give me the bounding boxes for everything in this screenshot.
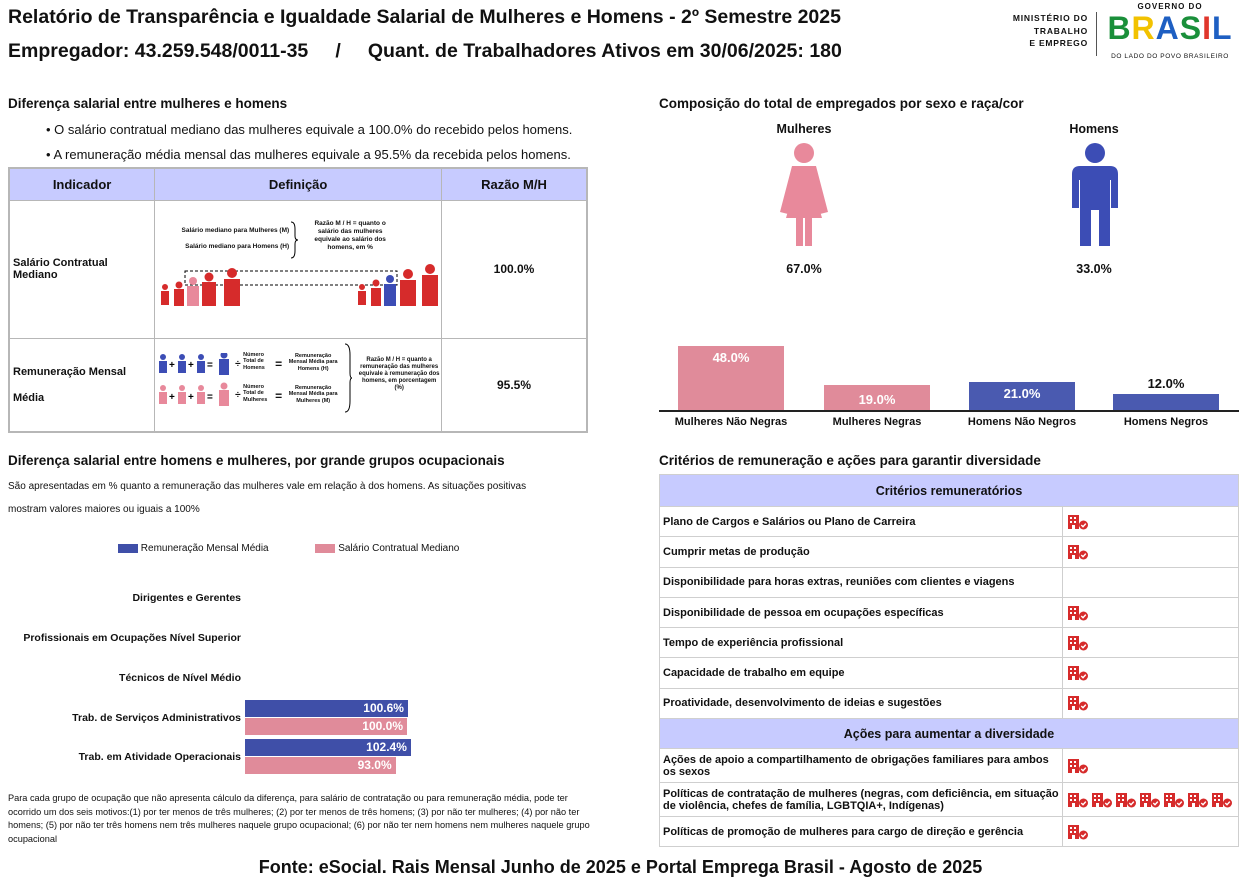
definition-diagram-average: + + = + + = ÷ Número Total de Homens = Remuneração Mensal Média para Homens (H) ÷ Número Total de Mulheres = Remuneração Mensal Média para Mulheres (M) Razão M / H = quanto a remuneração das mulheres equivale à remuneração dos homens, em porcentagem (%) — [155, 338, 442, 432]
building-check-icon — [1211, 792, 1234, 808]
criteria-row — [660, 658, 1239, 688]
legend-swatch-salary — [315, 544, 335, 553]
criteria-label: Plano de Cargos e Salários ou Plano de Carreira — [660, 507, 1063, 537]
actions-header: Ações para aumentar a diversidade — [660, 719, 1239, 749]
composition-bar — [1113, 394, 1219, 410]
indicator-table-header — [9, 168, 587, 200]
svg-text:=: = — [207, 359, 213, 371]
criteria-icons — [1063, 817, 1239, 847]
composition-category-label: Mulheres Não Negras — [674, 416, 788, 428]
composition-category-label: Mulheres Negras — [832, 416, 922, 428]
building-check-icon — [1067, 665, 1090, 681]
occupation-bar: 102.4% — [245, 739, 411, 756]
man-icon — [1070, 142, 1120, 248]
footer-source: Fonte: eSocial. Rais Mensal Junho de 2025 e Portal Emprega Brasil - Agosto de 2025 — [258, 857, 983, 877]
criteria-row — [660, 567, 1239, 597]
ministry-logo: MINISTÉRIO DO TRABALHO E EMPREGO — [1012, 13, 1088, 48]
criteria-label: Capacidade de trabalho em equipe — [660, 658, 1063, 688]
men-pct: 33.0% — [1076, 262, 1112, 276]
bullet-contract: • O salário contratual mediano das mulheres equivale a 100.0% do recebido pelos homens. — [46, 122, 573, 137]
occupation-tick-label: Trab. de Serviços Administrativos — [72, 712, 241, 724]
indicator-table — [8, 167, 588, 433]
composition-category-label: Homens Não Negros — [967, 416, 1077, 428]
occupational-note: Para cada grupo de ocupação que não apresenta cálculo da diferença, para salário de contratação ou para remuneração média, pode ter ocorrido um dos seis motivos:(1) por ter menos de três mulheres; (2) por ter menos de três homens; (3) por não ter mulheres; (4) por não ter homens; (5) por não ter três homens nem três mulheres naquele grupo ocupacional; (6) por não ter nem homens nem mulheres naquele grupo ocupacional — [8, 793, 590, 844]
criteria-icons — [1063, 628, 1239, 658]
criteria-row — [660, 749, 1239, 783]
criteria-label: Disponibilidade de pessoa em ocupações específicas — [660, 597, 1063, 627]
brace-icon — [289, 221, 299, 259]
occupational-chart — [0, 580, 600, 780]
composition-bar-value: 12.0% — [1147, 376, 1185, 391]
composition-bar-value: 19.0% — [858, 392, 896, 407]
composition-bar-value: 48.0% — [712, 350, 750, 365]
occupational-title: Diferença salarial entre homens e mulheres, por grande grupos ocupacionais — [8, 453, 505, 468]
logo-divider — [1096, 12, 1097, 56]
building-check-icon — [1067, 514, 1090, 530]
men-label: Homens — [1069, 122, 1119, 136]
col-indicator: Indicador — [9, 168, 155, 200]
building-check-icon — [1067, 792, 1090, 808]
salary-diff-title: Diferença salarial entre mulheres e homens — [8, 96, 288, 111]
criteria-label: Tempo de experiência profissional — [660, 628, 1063, 658]
occupational-description: São apresentadas em % quanto a remuneração das mulheres vale em relação à dos homens. As situações positivas mostram valores maiores ou iguais a 100% — [8, 481, 527, 515]
occupation-tick-label: Técnicos de Nível Médio — [119, 672, 241, 684]
building-check-icon — [1067, 758, 1090, 774]
criteria-icons — [1063, 658, 1239, 688]
criteria-title: Critérios de remuneração e ações para garantir diversidade — [659, 453, 1041, 468]
svg-text:+: + — [188, 359, 194, 371]
criteria-row — [660, 597, 1239, 627]
woman-icon — [776, 142, 832, 248]
criteria-header: Critérios remuneratórios — [660, 475, 1239, 507]
criteria-row — [660, 783, 1239, 817]
col-ratio: Razão M/H — [442, 168, 587, 200]
svg-text:+: + — [188, 391, 194, 403]
composition-title: Composição do total de empregados por sexo e raça/cor — [659, 96, 1024, 111]
chart-legend — [118, 543, 459, 554]
building-check-icon — [1067, 635, 1090, 651]
composition-bar-value: 21.0% — [1003, 386, 1041, 401]
building-check-icon — [1067, 695, 1090, 711]
building-check-icon — [1139, 792, 1162, 808]
criteria-label: Ações de apoio a compartilhamento de obrigações familiares para ambos os sexos — [660, 749, 1063, 783]
svg-text:=: = — [207, 391, 213, 403]
indicator-name: Salário Contratual Mediano — [9, 200, 155, 338]
people-median-icon — [157, 259, 442, 311]
criteria-row — [660, 537, 1239, 567]
occupation-bar: 100.0% — [245, 718, 407, 735]
bullet-remuneration: • A remuneração média mensal das mulheres equivale a 95.5% da recebida pelos homens. — [46, 147, 571, 162]
definition-diagram-median: Salário mediano para Mulheres (M) Salário mediano para Homens (H) Razão M / H = quanto o salário das mulheres equivale ao salário dos homens, em % — [155, 200, 442, 338]
criteria-row — [660, 688, 1239, 718]
criteria-label: Proatividade, desenvolvimento de ideias e sugestões — [660, 688, 1063, 718]
table-row — [9, 200, 587, 338]
occupation-tick-label: Dirigentes e Gerentes — [132, 592, 241, 604]
composition-category-label: Homens Negros — [1123, 416, 1209, 428]
legend-label-remuneration: Remuneração Mensal Média — [140, 543, 269, 554]
criteria-icons — [1063, 749, 1239, 783]
svg-text:+: + — [169, 391, 175, 403]
building-check-icon — [1163, 792, 1186, 808]
building-check-icon — [1067, 824, 1090, 840]
criteria-row — [660, 507, 1239, 537]
brace-icon — [343, 343, 353, 413]
occupation-tick-label: Trab. em Atividade Operacionais — [78, 751, 241, 763]
criteria-table — [659, 474, 1239, 847]
legend-label-salary: Salário Contratual Mediano — [338, 543, 460, 554]
criteria-icons — [1063, 507, 1239, 537]
criteria-row — [660, 628, 1239, 658]
building-check-icon — [1091, 792, 1114, 808]
building-check-icon — [1067, 605, 1090, 621]
page-subtitle: Empregador: 43.259.548/0011-35 / Quant. de Trabalhadores Ativos em 30/06/2025: 180 — [8, 40, 842, 62]
gov-brasil-logo: GOVERNO DO BRASIL DO LADO DO POVO BRASILEIRO — [1107, 2, 1233, 60]
criteria-label: Políticas de contratação de mulheres (negras, com deficiência, em situação de violência, chefes de família, LGBTQIA+, Indígenas) — [660, 783, 1063, 817]
page-title: Relatório de Transparência e Igualdade Salarial de Mulheres e Homens - 2º Semestre 2025 — [8, 6, 841, 28]
occupation-bar: 100.6% — [245, 700, 408, 717]
indicator-name: Remuneração Mensal Média — [9, 338, 155, 432]
people-average-icon — [157, 353, 237, 413]
ratio-average-value: 95.5% — [442, 338, 587, 432]
occupation-tick-label: Profissionais em Ocupações Nível Superior — [23, 632, 241, 644]
legend-swatch-remuneration — [118, 544, 138, 553]
criteria-icons — [1063, 597, 1239, 627]
women-label: Mulheres — [776, 122, 832, 136]
criteria-label: Políticas de promoção de mulheres para cargo de direção e gerência — [660, 817, 1063, 847]
criteria-icons — [1063, 688, 1239, 718]
women-pct: 67.0% — [786, 262, 822, 276]
criteria-icons — [1063, 783, 1239, 817]
table-row — [9, 338, 587, 432]
composition-axis — [659, 410, 1239, 412]
composition-chart — [659, 330, 1239, 430]
svg-text:+: + — [169, 359, 175, 371]
building-check-icon — [1187, 792, 1210, 808]
criteria-icons — [1063, 537, 1239, 567]
building-check-icon — [1115, 792, 1138, 808]
criteria-icons — [1063, 567, 1239, 597]
building-check-icon — [1067, 544, 1090, 560]
criteria-label: Cumprir metas de produção — [660, 537, 1063, 567]
criteria-label: Disponibilidade para horas extras, reuniões com clientes e viagens — [660, 567, 1063, 597]
occupation-bar: 93.0% — [245, 757, 396, 774]
col-definition: Definição — [155, 168, 442, 200]
criteria-row — [660, 817, 1239, 847]
ratio-median-value: 100.0% — [442, 200, 587, 338]
